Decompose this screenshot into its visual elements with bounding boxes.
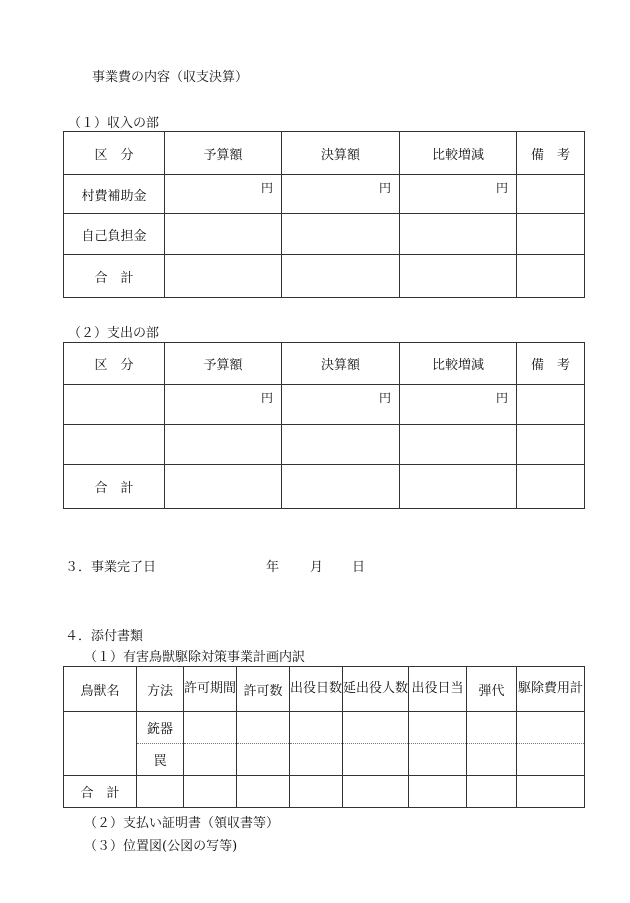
- expense-row-budget: [165, 425, 282, 465]
- income-row-label: 自己負担金: [64, 214, 165, 255]
- plan-header-animal: 鳥獣名: [64, 667, 137, 712]
- income-row-note: [517, 214, 585, 255]
- plan-cell: [343, 712, 409, 744]
- income-row-settlement: 円: [282, 175, 400, 214]
- plan-method-trap: 罠: [137, 744, 184, 776]
- plan-cell: [409, 712, 467, 744]
- income-row-budget: [165, 214, 282, 255]
- expense-row-note: [517, 385, 585, 425]
- attachment-item-2: （２）支払い証明書（領収書等）: [84, 816, 280, 831]
- plan-table: [63, 666, 585, 808]
- expense-row-settlement: 円: [282, 385, 400, 425]
- expense-row-settlement: [282, 425, 400, 465]
- income-total-diff: [400, 255, 517, 298]
- plan-cell: [517, 744, 585, 776]
- plan-cell: [184, 776, 237, 808]
- completion-label: ３．事業完了日: [65, 560, 157, 575]
- plan-animal-cell: [64, 712, 137, 776]
- plan-cell: [343, 744, 409, 776]
- expense-row-label: [64, 425, 165, 465]
- plan-method-gun: 銃器: [137, 712, 184, 744]
- income-total-note: [517, 255, 585, 298]
- plan-cell: [517, 776, 585, 808]
- income-header-diff: 比較増減: [400, 132, 517, 175]
- income-table: [63, 131, 585, 298]
- expense-total-settlement: [282, 465, 400, 509]
- completion-month: 月: [310, 560, 324, 575]
- expense-table: [63, 342, 585, 509]
- expense-header-settlement: 決算額: [282, 343, 400, 385]
- income-row-diff: [400, 214, 517, 255]
- expense-row-diff: 円: [400, 385, 517, 425]
- expense-header-diff: 比較増減: [400, 343, 517, 385]
- income-row-note: [517, 175, 585, 214]
- completion-year: 年: [266, 560, 280, 575]
- income-header-category: 区 分: [64, 132, 165, 175]
- expense-row-note: [517, 425, 585, 465]
- plan-cell: [237, 712, 290, 744]
- completion-day: 日: [352, 560, 366, 575]
- plan-cell: [343, 776, 409, 808]
- plan-total-label: 合 計: [64, 776, 137, 808]
- plan-header-total-workers: 延出役人数: [343, 667, 409, 712]
- plan-header-daily-allowance: 出役日当: [409, 667, 467, 712]
- income-total-label: 合 計: [64, 255, 165, 298]
- attachments-heading: ４．添付書類: [65, 629, 144, 644]
- income-total-budget: [165, 255, 282, 298]
- expense-row-label: [64, 385, 165, 425]
- plan-header-ammo-cost: 弾代: [467, 667, 517, 712]
- plan-cell: [137, 776, 184, 808]
- page-title: 事業費の内容（収支決算）: [92, 70, 249, 85]
- plan-header-permit-count: 許可数: [237, 667, 290, 712]
- income-header-budget: 予算額: [165, 132, 282, 175]
- plan-header-total-cost: 駆除費用計: [517, 667, 585, 712]
- plan-cell: [290, 744, 343, 776]
- plan-cell: [237, 744, 290, 776]
- income-header-note: 備 考: [517, 132, 585, 175]
- income-row-label: 村費補助金: [64, 175, 165, 214]
- expense-heading: （２）支出の部: [68, 326, 160, 341]
- plan-cell: [290, 712, 343, 744]
- expense-header-note: 備 考: [517, 343, 585, 385]
- expense-row-budget: 円: [165, 385, 282, 425]
- income-header-settlement: 決算額: [282, 132, 400, 175]
- expense-total-diff: [400, 465, 517, 509]
- plan-cell: [467, 776, 517, 808]
- income-row-budget: 円: [165, 175, 282, 214]
- expense-header-category: 区 分: [64, 343, 165, 385]
- income-row-settlement: [282, 214, 400, 255]
- plan-cell: [409, 776, 467, 808]
- expense-header-budget: 予算額: [165, 343, 282, 385]
- attachment-item-1: （１）有害鳥獣駆除対策事業計画内訳: [84, 650, 306, 665]
- income-heading: （１）収入の部: [68, 116, 160, 131]
- income-row-diff: 円: [400, 175, 517, 214]
- plan-cell: [290, 776, 343, 808]
- plan-cell: [409, 744, 467, 776]
- plan-cell: [467, 712, 517, 744]
- expense-row-diff: [400, 425, 517, 465]
- attachment-item-3: （３）位置図(公図の写等): [84, 839, 238, 854]
- expense-total-note: [517, 465, 585, 509]
- income-total-settlement: [282, 255, 400, 298]
- plan-cell: [517, 712, 585, 744]
- plan-cell: [184, 712, 237, 744]
- expense-total-label: 合 計: [64, 465, 165, 509]
- plan-header-permit-period: 許可期間: [184, 667, 237, 712]
- expense-total-budget: [165, 465, 282, 509]
- plan-cell: [467, 744, 517, 776]
- plan-cell: [184, 744, 237, 776]
- plan-header-work-days: 出役日数: [290, 667, 343, 712]
- plan-cell: [237, 776, 290, 808]
- plan-header-method: 方法: [137, 667, 184, 712]
